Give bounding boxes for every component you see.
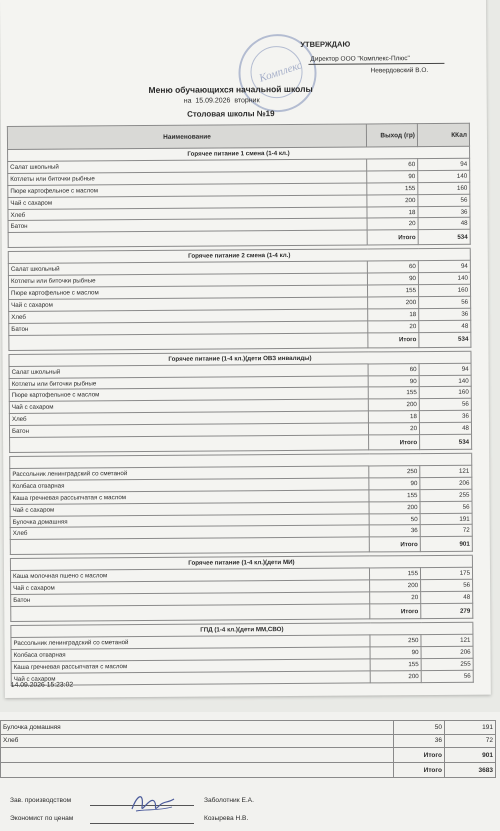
- item-name: Чай с сахаром: [9, 297, 368, 311]
- signature-line-economist: [90, 823, 194, 824]
- item-name: Пюре картофельное с маслом: [9, 387, 368, 401]
- date-prefix: на: [183, 97, 192, 105]
- grand-total-value: 3683: [445, 763, 496, 778]
- item-kcal: 255: [420, 489, 472, 501]
- grand-total-row: [1, 763, 496, 778]
- item-output: 155: [369, 489, 420, 501]
- total-spacer: [1, 763, 394, 778]
- item-kcal: 48: [419, 320, 471, 332]
- item-output: 155: [367, 182, 418, 194]
- total-label: Итого: [369, 435, 420, 450]
- item-kcal: 56: [419, 296, 471, 308]
- item-output: 200: [367, 194, 418, 206]
- item-name: Чай с сахаром: [8, 195, 367, 209]
- item-name: Булочка домашняя: [10, 514, 369, 528]
- item-output: 250: [369, 466, 420, 478]
- item-name: Салат школьный: [8, 261, 367, 275]
- item-output: 155: [370, 658, 421, 670]
- item-name: Котлеты или биточки рыбные: [8, 171, 367, 185]
- item-output: 90: [370, 647, 421, 659]
- menu-table: [7, 123, 474, 686]
- item-name: Чай с сахаром: [10, 502, 369, 516]
- item-name: Батон: [11, 592, 370, 606]
- total-label: Итого: [370, 604, 421, 619]
- item-output: 90: [369, 478, 420, 490]
- item-name: Чай с сахаром: [11, 671, 370, 685]
- total-label: Итого: [368, 332, 419, 347]
- item-name: Каша молочная пшено с маслом: [10, 568, 369, 582]
- item-output: 20: [367, 218, 418, 230]
- signature-role-production: Зав. производством: [10, 797, 72, 804]
- item-kcal: 72: [420, 525, 472, 537]
- item-name: Колбаса отварная: [11, 647, 370, 661]
- item-output: 200: [368, 399, 419, 411]
- item-name: Батон: [8, 218, 367, 232]
- table-row: [11, 670, 473, 685]
- item-kcal: 121: [420, 465, 472, 477]
- total-value: 901: [445, 748, 496, 763]
- item-name: Рассольник ленинградский со сметаной: [11, 635, 370, 649]
- item-output: 200: [368, 297, 419, 309]
- item-kcal: 140: [418, 272, 470, 284]
- item-output: 200: [370, 670, 421, 682]
- continuation-table: [0, 720, 496, 778]
- section-title: ГПД (1-4 кл.)(дети ММ,СВО): [11, 622, 473, 637]
- item-name: Колбаса отварная: [10, 478, 369, 492]
- item-name: Каша гречневая рассыпчатая с маслом: [10, 490, 369, 504]
- item-kcal: 72: [445, 734, 496, 748]
- column-header-kcal: ККал: [417, 123, 469, 146]
- item-kcal: 56: [420, 501, 472, 513]
- item-name: Хлеб: [10, 525, 369, 539]
- item-name: Пюре картофельное с маслом: [9, 285, 368, 299]
- item-output: 155: [368, 387, 419, 399]
- item-kcal: 160: [418, 182, 470, 194]
- section-title: Горячее питание 1 смена (1-4 кл.): [8, 146, 470, 161]
- section-title: Горячее питание (1-4 кл.)(дети ОВЗ инвалиды): [9, 351, 471, 366]
- item-name: Хлеб: [8, 207, 367, 221]
- menu-date-line: [184, 97, 260, 105]
- item-output: 20: [368, 423, 419, 435]
- item-kcal: 48: [421, 591, 473, 603]
- item-output: 90: [368, 375, 419, 387]
- item-output: 20: [368, 320, 419, 332]
- item-kcal: 160: [418, 284, 470, 296]
- item-kcal: 94: [418, 261, 470, 273]
- item-output: 36: [369, 525, 420, 537]
- print-timestamp: 14.09.2026 15:23:02: [10, 681, 74, 689]
- item-kcal: 56: [421, 670, 473, 682]
- menu-date: 15.09.2026: [195, 97, 231, 105]
- item-kcal: 206: [421, 646, 473, 658]
- item-kcal: 191: [420, 513, 472, 525]
- column-header-name: Наименование: [7, 124, 366, 150]
- menu-weekday: вторник: [234, 97, 260, 105]
- total-value: 901: [420, 537, 472, 552]
- item-kcal: 36: [419, 410, 471, 422]
- item-name: Котлеты или биточки рыбные: [9, 376, 368, 390]
- column-header-output: Выход (гр): [366, 124, 417, 147]
- total-value: 279: [421, 603, 473, 618]
- total-value: 534: [419, 332, 471, 347]
- item-kcal: 191: [445, 721, 496, 735]
- director-signature-line: [308, 63, 444, 65]
- item-output: 50: [369, 513, 420, 525]
- item-kcal: 94: [418, 158, 470, 170]
- item-name: Каша гречневая рассыпчатая с маслом: [11, 659, 370, 673]
- item-kcal: 160: [419, 387, 471, 399]
- total-label: Итого: [367, 230, 418, 245]
- item-output: 155: [367, 285, 418, 297]
- item-name: Хлеб: [9, 411, 368, 425]
- director-position: Директор ООО "Комплекс-Плюс": [310, 55, 410, 63]
- item-output: 50: [394, 721, 445, 735]
- item-output: 20: [370, 592, 421, 604]
- item-output: 155: [369, 568, 420, 580]
- item-output: 60: [367, 159, 418, 171]
- section-title: Горячее питание 2 смена (1-4 кл.): [8, 249, 470, 264]
- item-output: 200: [369, 501, 420, 513]
- item-kcal: 175: [420, 568, 472, 580]
- item-output: 18: [368, 411, 419, 423]
- item-kcal: 56: [421, 579, 473, 591]
- section-title: Горячее питание (1-4 кл.)(дети МИ): [10, 556, 472, 571]
- item-name: Пюре картофельное с маслом: [8, 183, 367, 197]
- item-output: 60: [367, 261, 418, 273]
- item-output: 90: [367, 273, 418, 285]
- director-name: Невердовский В.О.: [370, 67, 429, 75]
- item-kcal: 255: [421, 658, 473, 670]
- handwritten-signature: [128, 787, 178, 817]
- item-name: Батон: [9, 321, 368, 335]
- total-spacer: [1, 748, 394, 763]
- total-label: Итого: [369, 537, 420, 552]
- table-row: [1, 721, 496, 735]
- item-kcal: 206: [420, 477, 472, 489]
- item-output: 250: [370, 635, 421, 647]
- item-kcal: 56: [418, 194, 470, 206]
- section-total-row: [1, 748, 496, 763]
- grand-total-label: Итого: [394, 763, 445, 778]
- item-kcal: 140: [418, 170, 470, 182]
- item-kcal: 36: [418, 206, 470, 218]
- seal-text: Комплекс: [257, 59, 304, 85]
- total-label: Итого: [394, 748, 445, 763]
- item-name: Котлеты или биточки рыбные: [8, 273, 367, 287]
- item-name: Салат школьный: [9, 364, 368, 378]
- page-title: Меню обучающихся начальной школы: [148, 83, 313, 95]
- total-value: 534: [420, 434, 472, 449]
- item-kcal: 48: [418, 218, 470, 230]
- item-name: Рассольник ленинградский со сметаной: [10, 466, 369, 480]
- item-kcal: 48: [419, 422, 471, 434]
- item-name: Чай с сахаром: [11, 580, 370, 594]
- item-output: 18: [368, 308, 419, 320]
- canteen-name: Столовая школы №19: [187, 109, 275, 119]
- item-kcal: 121: [421, 634, 473, 646]
- item-output: 60: [368, 363, 419, 375]
- item-name: Хлеб: [9, 309, 368, 323]
- total-value: 534: [418, 230, 470, 245]
- item-kcal: 94: [419, 363, 471, 375]
- table-header-row: [7, 123, 469, 149]
- item-name: Салат школьный: [8, 159, 367, 173]
- item-kcal: 36: [419, 308, 471, 320]
- signature-name-economist: Козырева Н.В.: [204, 815, 249, 822]
- item-output: 36: [394, 734, 445, 748]
- item-name: Батон: [9, 423, 368, 437]
- item-output: 200: [370, 580, 421, 592]
- item-kcal: 56: [419, 399, 471, 411]
- item-name: Хлеб: [1, 734, 394, 748]
- table-row: [1, 734, 496, 748]
- item-kcal: 140: [419, 375, 471, 387]
- menu-table-body: [8, 146, 474, 685]
- item-name: Булочка домашняя: [1, 721, 394, 735]
- signature-role-economist: Экономист по ценам: [10, 815, 74, 822]
- approval-heading: УТВЕРЖДАЮ: [300, 39, 351, 49]
- item-output: 90: [367, 170, 418, 182]
- item-output: 18: [367, 206, 418, 218]
- item-name: Чай с сахаром: [9, 399, 368, 413]
- signature-name-production: Заболотник Е.А.: [204, 797, 254, 804]
